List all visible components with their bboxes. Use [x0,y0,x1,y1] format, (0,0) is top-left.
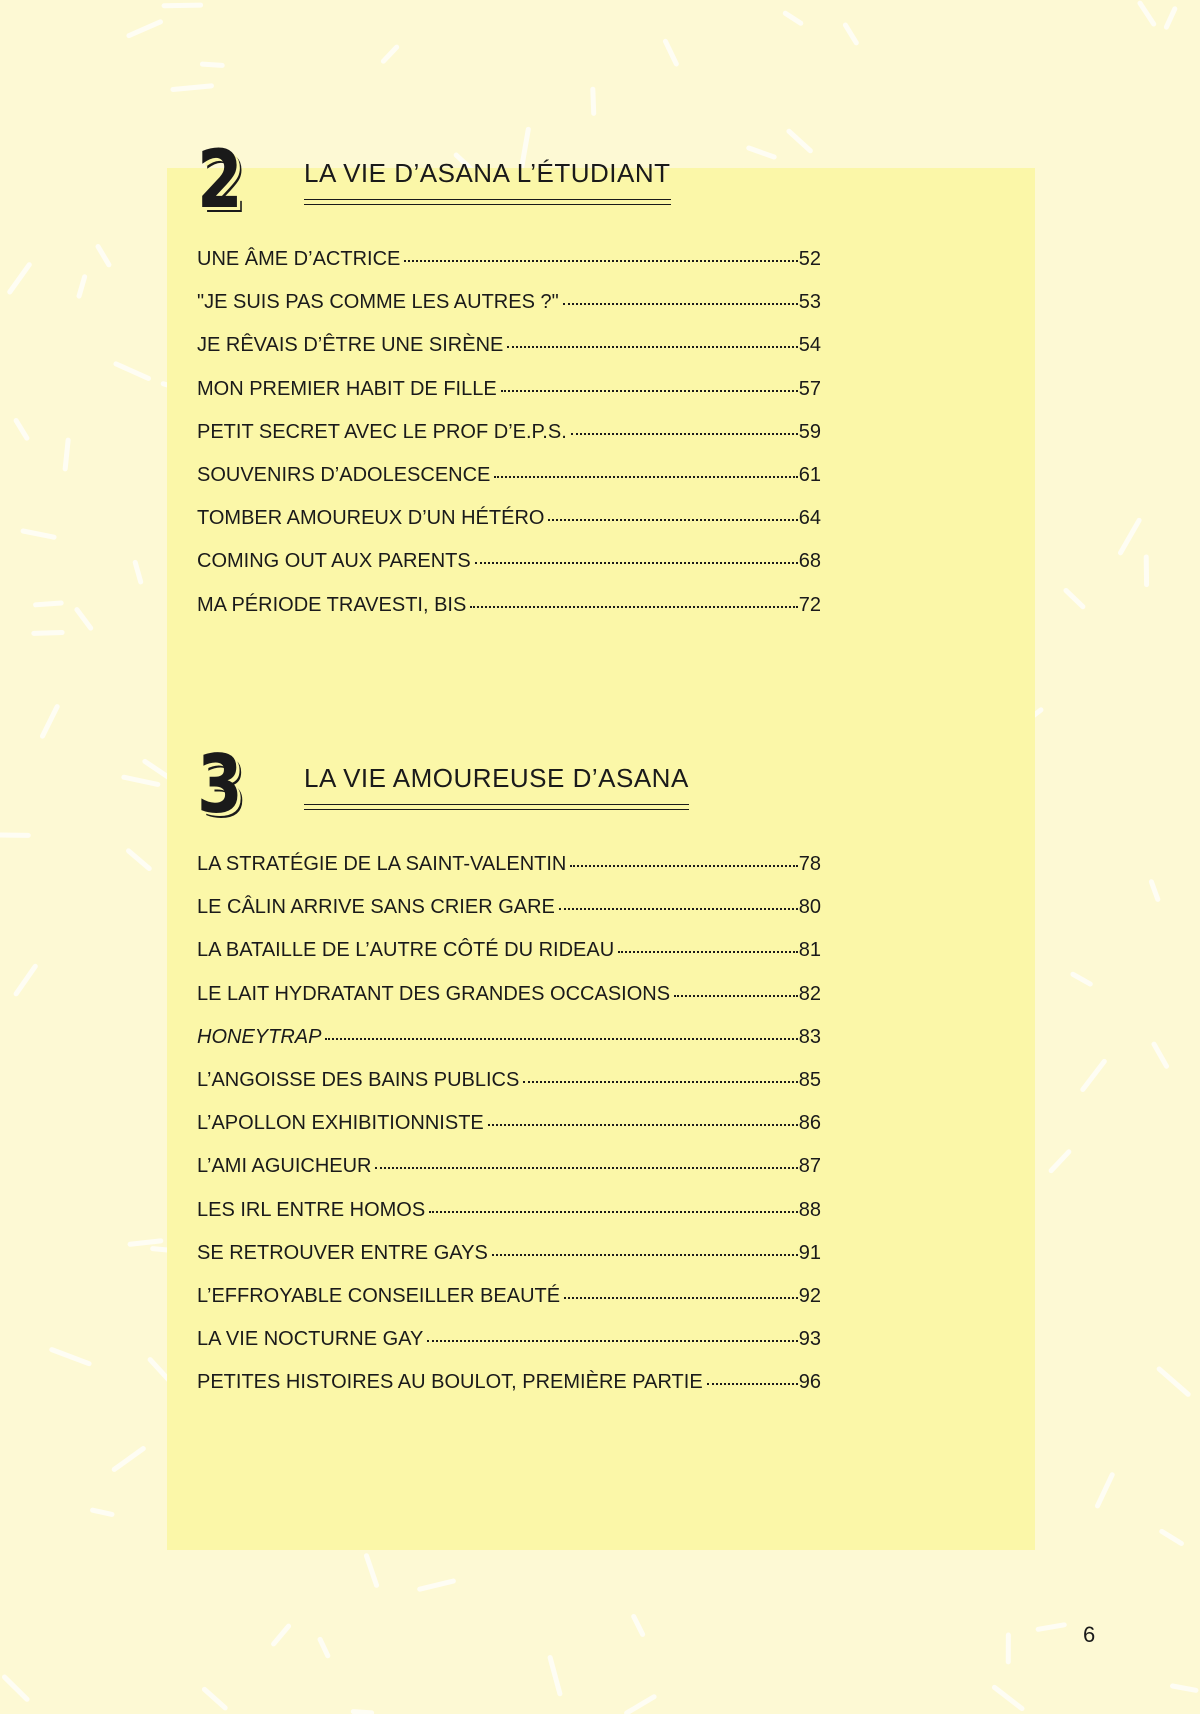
toc-entry-title: L’AMI AGUICHEUR [197,1155,372,1178]
confetti-dash [129,22,161,36]
confetti-dash [383,47,396,61]
confetti-dash [665,41,676,64]
toc-entry [197,421,821,464]
confetti-dash [65,440,68,469]
confetti-dash [845,25,856,43]
chapter-number: 3 [197,738,243,831]
dot-leader [523,1081,797,1083]
toc-entry [197,378,821,421]
toc-entry-page: 54 [798,334,821,357]
confetti-dash [634,1616,643,1634]
confetti-dash [1166,9,1174,27]
dot-leader [488,1124,798,1126]
confetti-dash [1172,1686,1195,1690]
toc-entry-page: 59 [798,420,821,443]
chapter-title: LA VIE D’ASANA L’ÉTUDIANT [304,158,671,200]
toc-entry-title: UNE ÂME D’ACTRICE [197,248,401,270]
toc-entry [197,1155,821,1198]
toc-entry-title: "JE SUIS PAS COMME LES AUTRES ?" [197,291,559,314]
toc-entry-page: 72 [798,593,821,616]
confetti-dash [23,531,54,537]
dot-leader [325,1038,797,1040]
confetti-dash [93,1510,112,1514]
toc-entry-title: SOUVENIRS D’ADOLESCENCE [197,463,491,486]
toc-entry [197,1112,821,1155]
dot-leader [707,1383,798,1385]
dot-leader [494,476,797,478]
toc-entry-page: 82 [798,982,821,1005]
toc-entry-title: SE RETROUVER ENTRE GAYS [197,1241,488,1264]
confetti-dash [173,86,211,90]
confetti-dash [1083,1061,1104,1089]
toc-entry [197,1026,821,1069]
confetti-dash [16,421,27,439]
confetti-dash [1066,590,1083,606]
confetti-dash [4,1677,27,1699]
toc-entry-page: 91 [798,1241,821,1264]
dot-leader [674,995,798,997]
toc-entry [197,1069,821,1112]
confetti-dash [994,1687,1022,1708]
confetti-dash [116,364,148,379]
toc-entry-title: JE RÊVAIS D’ÊTRE UNE SIRÈNE [197,334,504,357]
confetti-dash [202,64,222,65]
dot-leader [429,1211,798,1213]
dot-leader [375,1167,797,1169]
toc-entry [197,1285,821,1328]
toc-entry [197,507,821,550]
confetti-dash [353,1712,371,1713]
toc-entry [197,464,821,507]
confetti-dash [52,1350,89,1364]
toc-entry-title: PETITES HISTOIRES AU BOULOT, PREMIÈRE PARTIE [197,1371,703,1394]
confetti-dash [129,851,150,869]
toc-entry-title: LA VIE NOCTURNE GAY [197,1328,424,1351]
confetti-dash [135,562,140,581]
toc-entry-page: 78 [798,853,821,875]
toc-entry-page: 68 [798,550,821,573]
dot-leader [427,1340,797,1342]
toc-entry-title: LA BATAILLE DE L’AUTRE CÔTÉ DU RIDEAU [197,939,615,962]
dot-leader [563,303,798,305]
confetti-dash [42,707,57,737]
confetti-dash [789,131,810,151]
toc-entry [197,550,821,593]
toc-entry [197,939,821,982]
confetti-dash [1159,1369,1188,1394]
dot-leader [404,260,797,262]
confetti-dash [1073,974,1090,984]
confetti-dash [16,966,35,994]
confetti-dash [10,265,30,292]
toc-entry [197,983,821,1026]
page-number: 6 [1083,1622,1096,1647]
toc-entry-title: L’ANGOISSE DES BAINS PUBLICS [197,1068,520,1091]
chapter-entries [197,853,821,1414]
toc-entry-page: 83 [798,1025,821,1048]
toc-entry-title: TOMBER AMOUREUX D’UN HÉTÉRO [197,507,545,530]
confetti-dash [98,247,109,265]
toc-entry-page: 61 [798,463,821,486]
dot-leader [571,433,798,435]
toc-entry-title: HONEYTRAP [197,1025,322,1048]
confetti-dash [164,5,201,6]
toc-entry-title: MON PREMIER HABIT DE FILLE [197,377,497,400]
toc-entry [197,896,821,939]
confetti-dash [79,277,85,296]
toc-entry-page: 80 [798,896,821,919]
toc-entry-title: LE LAIT HYDRATANT DES GRANDES OCCASIONS [197,982,671,1005]
confetti-dash [367,1556,377,1586]
toc-entry [197,853,821,896]
toc-entry-title: PETIT SECRET AVEC LE PROF D’E.P.S. [197,420,567,443]
toc-entry-title: LE CÂLIN ARRIVE SANS CRIER GARE [197,896,555,919]
dot-leader [559,908,798,910]
toc-entry-page: 92 [798,1284,821,1307]
confetti-dash [627,1697,654,1713]
confetti-dash [274,1626,289,1644]
toc-entry-page: 81 [798,939,821,962]
confetti-dash [593,89,594,113]
toc-entry [197,291,821,334]
dot-leader [501,390,798,392]
confetti-dash [114,1449,143,1470]
dot-leader [570,865,797,867]
dot-leader [564,1297,798,1299]
chapter-number: 2 [197,133,243,226]
toc-entry [197,334,821,377]
dot-leader [618,951,798,953]
toc-entry [197,594,821,637]
toc-entry-title: MA PÉRIODE TRAVESTI, BIS [197,593,467,616]
confetti-dash [749,148,774,157]
toc-entry-page: 64 [798,507,821,530]
toc-entry [197,1371,821,1414]
confetti-dash [420,1581,454,1589]
confetti-dash [1098,1475,1113,1506]
chapter-entries [197,248,821,637]
confetti-dash [550,1658,560,1694]
toc-entry [197,1242,821,1285]
toc-entry-page: 88 [798,1198,821,1221]
confetti-dash [1120,520,1139,552]
toc-entry [197,248,821,291]
dot-leader [507,346,797,348]
confetti-dash [1038,1625,1064,1629]
toc-entry-page: 52 [798,248,821,270]
dot-leader [548,519,797,521]
toc-entry-page: 87 [798,1155,821,1178]
confetti-dash [785,13,800,23]
confetti-dash [1140,3,1154,24]
toc-entry-title: L’APOLLON EXHIBITIONNISTE [197,1112,484,1135]
toc-entry [197,1199,821,1242]
toc-entry-title: LA STRATÉGIE DE LA SAINT-VALENTIN [197,853,567,875]
confetti-dash [34,633,62,634]
toc-entry-title: L’EFFROYABLE CONSEILLER BEAUTÉ [197,1284,561,1307]
confetti-dash [1162,1531,1182,1543]
confetti-dash [1151,882,1157,900]
confetti-dash [204,1689,225,1708]
toc-entry-title: LES IRL ENTRE HOMOS [197,1198,426,1221]
toc-entry-page: 53 [798,291,821,314]
dot-leader [475,562,798,564]
toc-entry-page: 85 [798,1068,821,1091]
chapter-title: LA VIE AMOUREUSE D’ASANA [304,763,689,805]
confetti-dash [130,1241,161,1244]
toc-entry-page: 57 [798,377,821,400]
toc-entry-page: 86 [798,1112,821,1135]
dot-leader [492,1254,798,1256]
toc-entry-page: 93 [798,1328,821,1351]
confetti-dash [1051,1152,1069,1171]
confetti-dash [124,777,158,784]
toc-entry-title: COMING OUT AUX PARENTS [197,550,471,573]
confetti-dash [77,610,91,628]
toc-entry [197,1328,821,1371]
confetti-dash [36,603,62,605]
confetti-dash [320,1639,328,1655]
toc-entry-page: 96 [798,1371,821,1394]
confetti-dash [1154,1044,1167,1066]
dot-leader [470,606,797,608]
